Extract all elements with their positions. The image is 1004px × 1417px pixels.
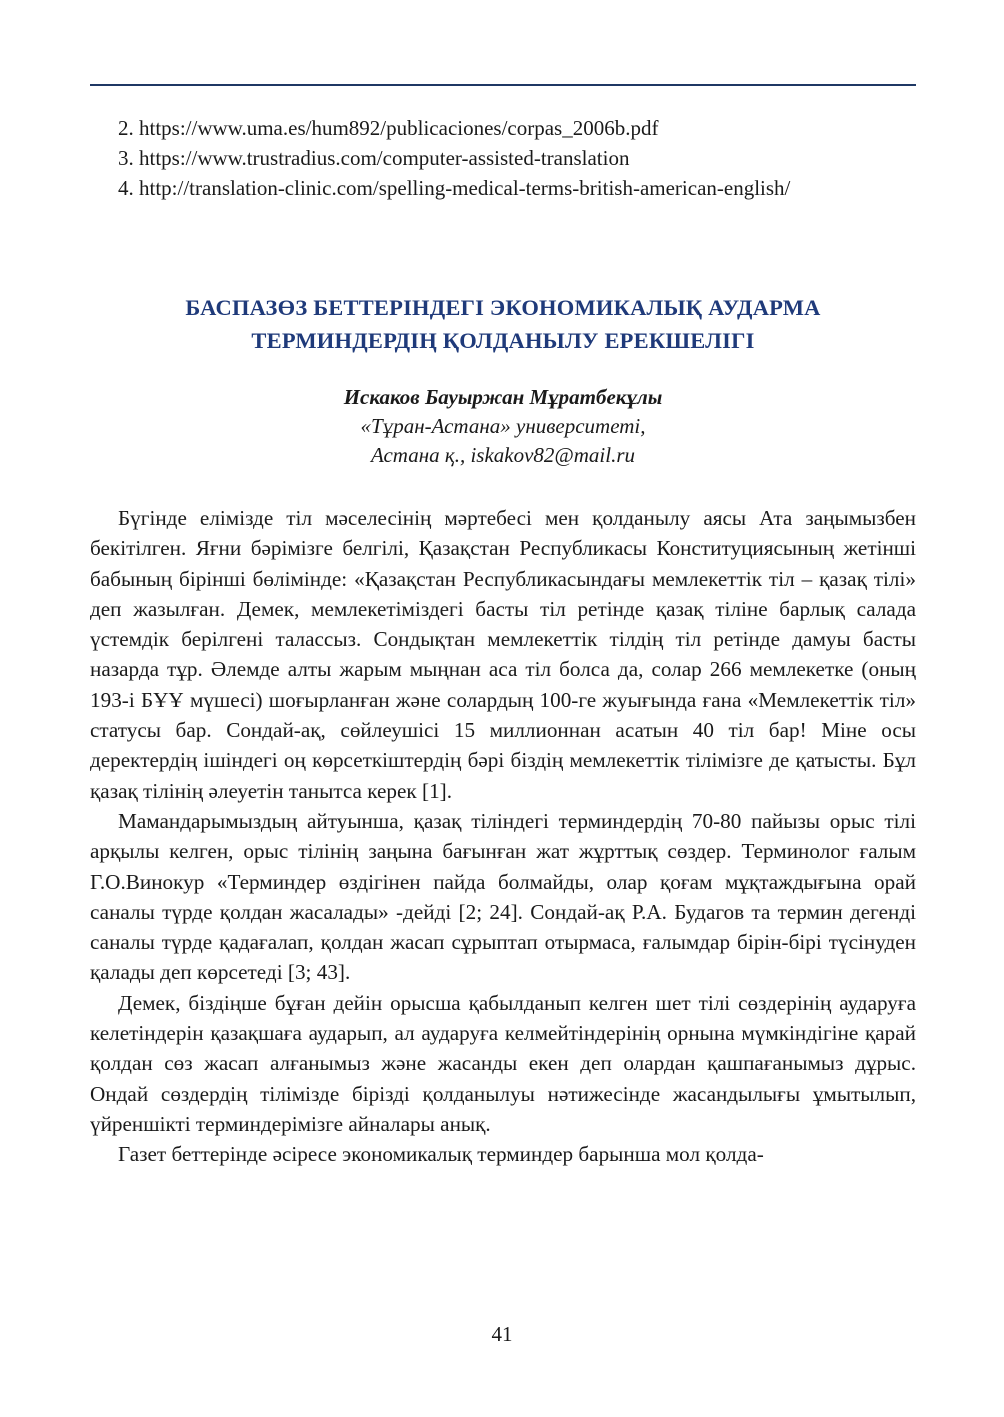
reference-list (90, 113, 916, 203)
author-affiliation: «Тұран-Астана» университеті, (360, 414, 646, 438)
header-rule (90, 84, 916, 86)
reference-item: 2. https://www.uma.es/hum892/publicaciones/corpas_2006b.pdf (118, 116, 659, 140)
author-name: Искаков Бауыржан Мұратбекұлы (343, 385, 663, 409)
page-number: 41 (491, 1322, 513, 1346)
body-paragraph: Демек, біздіңше бұған дейін орысша қабылданып келген шет тілі сөздерінің аударуға келетіндерін қазақшаға аударып, ал аударуға келмейтіндерінің орнына мүмкіндігіне қарай қолдан сөз жасап алғанымыз және жасанды екен деп олардан қашпағанымыз дұрыс. Ондай сөздердің тілімізде бірізді қолданылуы нәтижесінде жасандылығы ұмытылып, үйреншікті терминдерімізге айналары анық. (90, 990, 916, 1136)
body-paragraph: Бүгінде елімізде тіл мәселесінің мәртебесі мен қолданылу аясы Ата заңымызбен бекітілген. Яғни бәрімізге белгілі, Қазақстан Республикасы Конституциясының жетінші бабының бірінші бөлімінде: «Қазақстан Республикасындағы мемлекеттік тіл – қазақ тілі» деп жазылған. Демек, мемлекетіміздегі басты тіл ретінде қазақ тіліне барлық салада үстемдік берілгені талассыз. Сондықтан мемлекеттік тілдің тіл ретінде дамуы басты назарда тұр. Әлемде алты жарым мыңнан аса тіл болса да, солар 266 мемлекетке (оның 193-і БҰҰ мүшесі) шоғырланған және солардың 100-ге жуығында ғана «Мемлекеттік тіл» статусы бар. Сондай-ақ, сөйлеушісі 15 миллионнан асатын 40 тіл бар! Міне осы деректердің ішіндегі оң көрсеткіштердің бәрі біздің мемлекеттік тілімізге де қатысты. Бұл қазақ тілінің әлеуетін танытса керек [1]. (90, 506, 916, 803)
article-title (90, 291, 916, 357)
article-title-line: БАСПАЗӨЗ БЕТТЕРІНДЕГІ ЭКОНОМИКАЛЫҚ АУДАРМА (185, 295, 821, 320)
reference-item: 3. https://www.trustradius.com/computer-assisted-translation (118, 146, 630, 170)
body-paragraph: Мамандарымыздың айтуынша, қазақ тіліндегі терминдердің 70-80 пайызы орыс тілі арқылы келген, орыс тілінің заңына бағынған жат жұрттық сөздер. Терминолог ғалым Г.О.Винокур «Терминдер өздігінен пайда болмайды, олар қоғам мұқтаждығына орай саналы түрде қолдан жасалады» -дейді [2; 24]. Сондай-ақ Р.А. Будагов та термин дегенді саналы түрде қадағалап, қолдан жасап сұрыптап отырмаса, ғалымдар бірін-бірі түсінуден қалады деп көрсетеді [3; 43]. (90, 808, 916, 985)
article-title-line: ТЕРМИНДЕРДІҢ ҚОЛДАНЫЛУ ЕРЕКШЕЛІГІ (251, 328, 755, 353)
body-paragraph: Газет беттерінде әсіресе экономикалық терминдер барынша мол қолда- (118, 1142, 764, 1167)
author-location-email: Астана қ., iskakov82@mail.ru (370, 443, 636, 467)
reference-item: 4. http://translation-clinic.com/spelling-medical-terms-british-american-english/ (118, 176, 791, 200)
author-block (90, 383, 916, 470)
article-body (90, 503, 916, 1170)
